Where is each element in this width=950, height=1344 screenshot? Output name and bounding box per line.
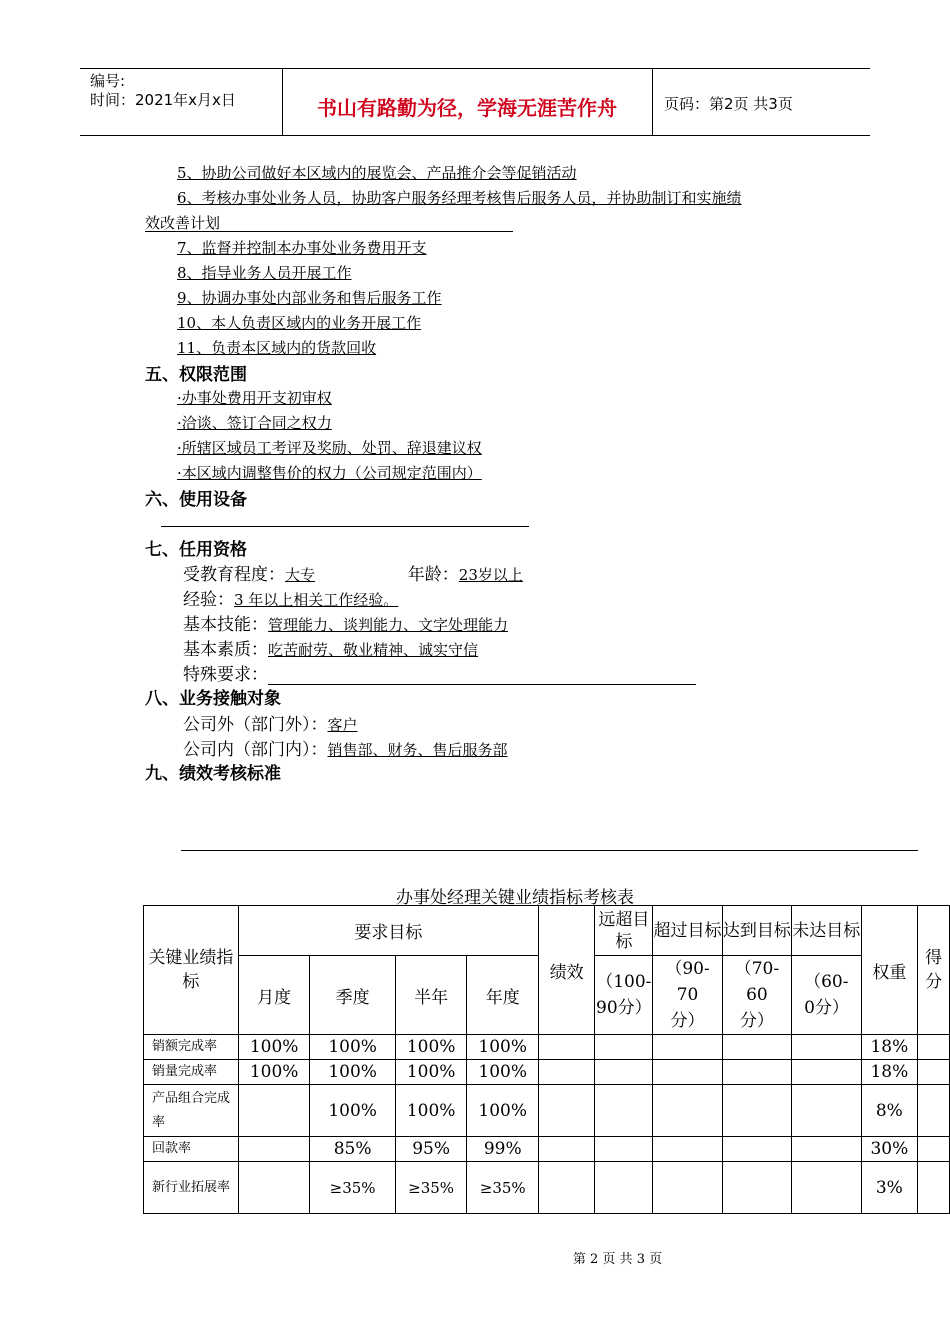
row-month: 100% [238, 1060, 310, 1085]
header-below-range: （60-0分） [792, 956, 861, 1035]
section-heading-qualification: 七、任用资格 [145, 540, 247, 560]
row-weight: 30% [861, 1137, 918, 1162]
skills-row [183, 610, 508, 635]
row-year: ≥35% [467, 1162, 539, 1214]
row-year: 99% [467, 1137, 539, 1162]
row-month: 100% [238, 1035, 310, 1060]
authority-item: ·本区域内调整售价的权力（公司规定范围内） [177, 464, 482, 482]
row-performance-cell [539, 1137, 595, 1162]
row-year: 100% [467, 1085, 539, 1137]
row-month [238, 1085, 310, 1137]
external-label: 公司外（部门外）： [183, 715, 328, 735]
table-row [144, 1060, 950, 1085]
row-reach-cell [722, 1085, 791, 1137]
row-half-year: 95% [395, 1137, 467, 1162]
quality-label: 基本素质： [183, 640, 268, 660]
internal-contact-row [183, 735, 508, 760]
header-meta [90, 72, 236, 110]
duty-item: 7、监督并控制本办事处业务费用开支 [177, 239, 427, 257]
row-quarter: 85% [310, 1137, 395, 1162]
row-weight: 18% [861, 1035, 918, 1060]
row-performance-cell [539, 1035, 595, 1060]
authority-item: ·办事处费用开支初审权 [177, 389, 332, 407]
education-row [183, 560, 523, 585]
row-reach-cell [722, 1035, 791, 1060]
row-weight: 18% [861, 1060, 918, 1085]
header-half-year: 半年 [395, 956, 467, 1035]
internal-label: 公司内（部门内）： [183, 740, 328, 760]
page-footer: 第 2 页 共 3 页 [572, 1252, 663, 1267]
equipment-blank-line [161, 526, 529, 527]
quality-value: 吃苦耐劳、敬业精神、诚实守信 [268, 641, 479, 659]
row-below-cell [792, 1060, 861, 1085]
header-reach: 达到目标 [722, 906, 791, 956]
row-weight: 8% [861, 1085, 918, 1137]
row-below-cell [792, 1137, 861, 1162]
row-exceed-cell [653, 1035, 722, 1060]
row-quarter: ≥35% [310, 1162, 395, 1214]
duty-item: 5、协助公司做好本区域内的展览会、产品推介会等促销活动 [177, 164, 577, 182]
row-far-exceed-cell [595, 1060, 653, 1085]
special-row [183, 660, 696, 685]
row-half-year: 100% [395, 1085, 467, 1137]
header-bottom-rule [80, 135, 870, 136]
table-row [144, 1137, 950, 1162]
row-exceed-cell [653, 1060, 722, 1085]
row-far-exceed-cell [595, 1162, 653, 1214]
special-label: 特殊要求： [183, 665, 268, 685]
row-quarter: 100% [310, 1085, 395, 1137]
row-score-cell [918, 1162, 950, 1214]
special-blank [268, 667, 696, 685]
header-far-exceed-range: （100-90分） [595, 956, 653, 1035]
duty-item: 9、协调办事处内部业务和售后服务工作 [177, 289, 442, 307]
row-exceed-cell [653, 1085, 722, 1137]
education-label: 受教育程度： [183, 565, 285, 585]
header-month: 月度 [238, 956, 310, 1035]
header-indicator: 关键业绩指标 [144, 906, 239, 1035]
row-score-cell [918, 1060, 950, 1085]
kpi-table-title: 办事处经理关键业绩指标考核表 [396, 888, 634, 908]
section-heading-performance: 九、绩效考核标准 [145, 764, 281, 784]
header-motto: 书山有路勤为径，学海无涯苦作舟 [317, 96, 617, 120]
table-row [144, 1162, 950, 1214]
age-value: 23岁以上 [458, 566, 523, 584]
row-quarter: 100% [310, 1035, 395, 1060]
row-score-cell [918, 1137, 950, 1162]
section-heading-authority: 五、权限范围 [145, 365, 247, 385]
kpi-table [143, 905, 950, 1214]
header-exceed: 超过目标 [653, 906, 722, 956]
header-far-exceed: 远超目标 [595, 906, 653, 956]
header-page-info: 页码：第2页 共3页 [664, 95, 793, 113]
duty-item: 8、指导业务人员开展工作 [177, 264, 352, 282]
doc-code-label: 编号: [90, 72, 126, 90]
row-weight: 3% [861, 1162, 918, 1214]
duty-item: 11、负责本区域内的货款回收 [177, 339, 377, 357]
header-score: 得分 [918, 906, 950, 1035]
duty-item: 6、考核办事处业务人员，协助客户服务经理考核售后服务人员，并协助制订和实施绩 [177, 189, 742, 207]
skills-label: 基本技能： [183, 615, 268, 635]
row-indicator-name: 产品组合完成率 [144, 1085, 239, 1137]
table-row [144, 1035, 950, 1060]
row-indicator-name: 回款率 [144, 1137, 239, 1162]
table-row [144, 1085, 950, 1137]
authority-item: ·所辖区域员工考评及奖励、处罚、辞退建议权 [177, 439, 482, 457]
quality-row [183, 635, 478, 660]
row-month [238, 1137, 310, 1162]
row-month [238, 1162, 310, 1214]
experience-label: 经验： [183, 590, 234, 610]
skills-value: 管理能力、谈判能力、文字处理能力 [268, 616, 509, 634]
header-reach-range: （70-60分） [722, 956, 791, 1035]
row-performance-cell [539, 1060, 595, 1085]
row-score-cell [918, 1085, 950, 1137]
doc-time: 时间：2021年x月x日 [90, 91, 236, 109]
header-below: 未达目标 [792, 906, 861, 956]
row-indicator-name: 新行业拓展率 [144, 1162, 239, 1214]
row-far-exceed-cell [595, 1035, 653, 1060]
row-performance-cell [539, 1162, 595, 1214]
row-below-cell [792, 1162, 861, 1214]
row-performance-cell [539, 1085, 595, 1137]
row-below-cell [792, 1035, 861, 1060]
header-top-rule [80, 68, 870, 69]
row-indicator-name: 销量完成率 [144, 1060, 239, 1085]
row-exceed-cell [653, 1162, 722, 1214]
section-heading-contacts: 八、业务接触对象 [145, 689, 281, 709]
experience-value: 3 年以上相关工作经验。 [234, 591, 399, 609]
duty-item: 10、本人负责区域内的业务开展工作 [177, 314, 422, 332]
header-year: 年度 [467, 956, 539, 1035]
performance-rule [181, 850, 918, 851]
row-quarter: 100% [310, 1060, 395, 1085]
row-indicator-name: 销额完成率 [144, 1035, 239, 1060]
header-exceed-range: （90-70分） [653, 956, 722, 1035]
header-target: 要求目标 [238, 906, 538, 956]
row-reach-cell [722, 1060, 791, 1085]
age-label: 年龄： [407, 565, 459, 585]
row-score-cell [918, 1035, 950, 1060]
internal-value: 销售部、财务、售后服务部 [327, 741, 508, 759]
external-value: 客户 [327, 716, 358, 734]
header-quarter: 季度 [310, 956, 395, 1035]
row-year: 100% [467, 1035, 539, 1060]
authority-item: ·洽谈、签订合同之权力 [177, 414, 332, 432]
header-divider-right [652, 68, 653, 135]
section-heading-equipment: 六、使用设备 [145, 490, 247, 510]
row-half-year: 100% [395, 1060, 467, 1085]
duty-item: 效改善计划 [145, 212, 513, 232]
header-weight: 权重 [861, 906, 918, 1035]
row-half-year: 100% [395, 1035, 467, 1060]
external-contact-row [183, 710, 358, 735]
row-below-cell [792, 1085, 861, 1137]
row-far-exceed-cell [595, 1085, 653, 1137]
row-half-year: ≥35% [395, 1162, 467, 1214]
row-reach-cell [722, 1137, 791, 1162]
header-performance: 绩效 [539, 906, 595, 1035]
experience-row [183, 585, 398, 610]
row-exceed-cell [653, 1137, 722, 1162]
row-far-exceed-cell [595, 1137, 653, 1162]
row-reach-cell [722, 1162, 791, 1214]
education-value: 大专 [285, 566, 316, 584]
row-year: 100% [467, 1060, 539, 1085]
